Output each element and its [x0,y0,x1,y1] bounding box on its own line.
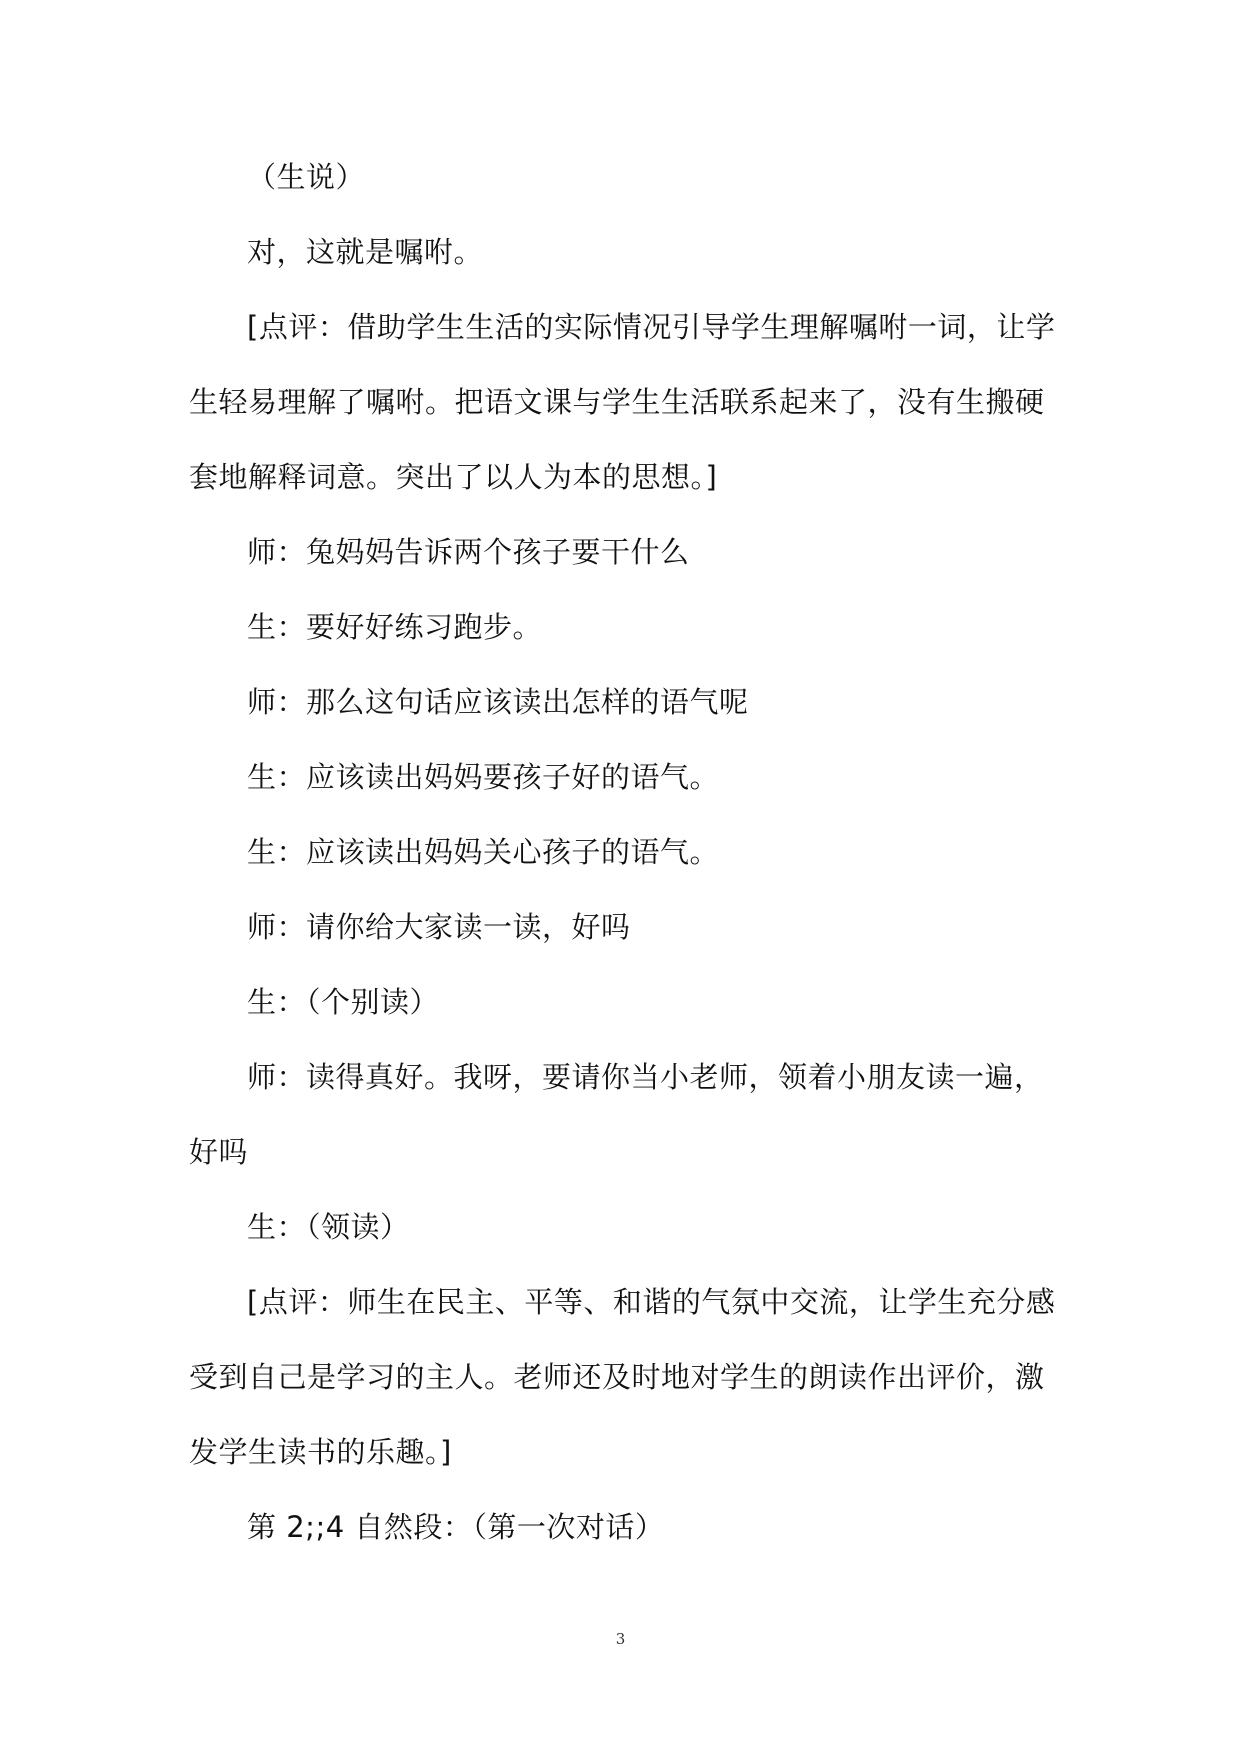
paragraph: 生：应该读出妈妈要孩子好的语气。 [247,760,720,794]
paragraph: 生：（领读） [247,1210,410,1244]
paragraph: （生说） [247,160,366,194]
comment-paragraph: [点评：借助学生生活的实际情况引导学生理解嘱咐一词，让学生轻易理解了嘱咐。把语文课与学生生活联系起来了，没有生搬硬套地解释词意。突出了以人为本的思想。] [189,310,1056,494]
document-body [189,140,1059,1565]
paragraph: 对，这就是嘱咐。 [247,235,484,269]
paragraph: 师：请你给大家读一读，好吗 [247,910,631,944]
page-number: 3 [615,1630,626,1648]
paragraph: 生：要好好练习跑步。 [247,610,543,644]
paragraph: 师：兔妈妈告诉两个孩子要干什么 [247,535,690,569]
paragraph: 生：应该读出妈妈关心孩子的语气。 [247,835,720,869]
comment-paragraph: [点评：师生在民主、平等、和谐的气氛中交流，让学生充分感受到自己是学习的主人。老师还及时地对学生的朗读作出评价，激发学生读书的乐趣。] [189,1285,1056,1469]
paragraph: 师：那么这句话应该读出怎样的语气呢 [247,685,749,719]
paragraph: 师：读得真好。我呀，要请你当小老师，领着小朋友读一遍，好吗 [189,1060,1044,1169]
paragraph: 生：（个别读） [247,985,440,1019]
section-heading: 第 2;;4 自然段：（第一次对话） [247,1510,665,1544]
